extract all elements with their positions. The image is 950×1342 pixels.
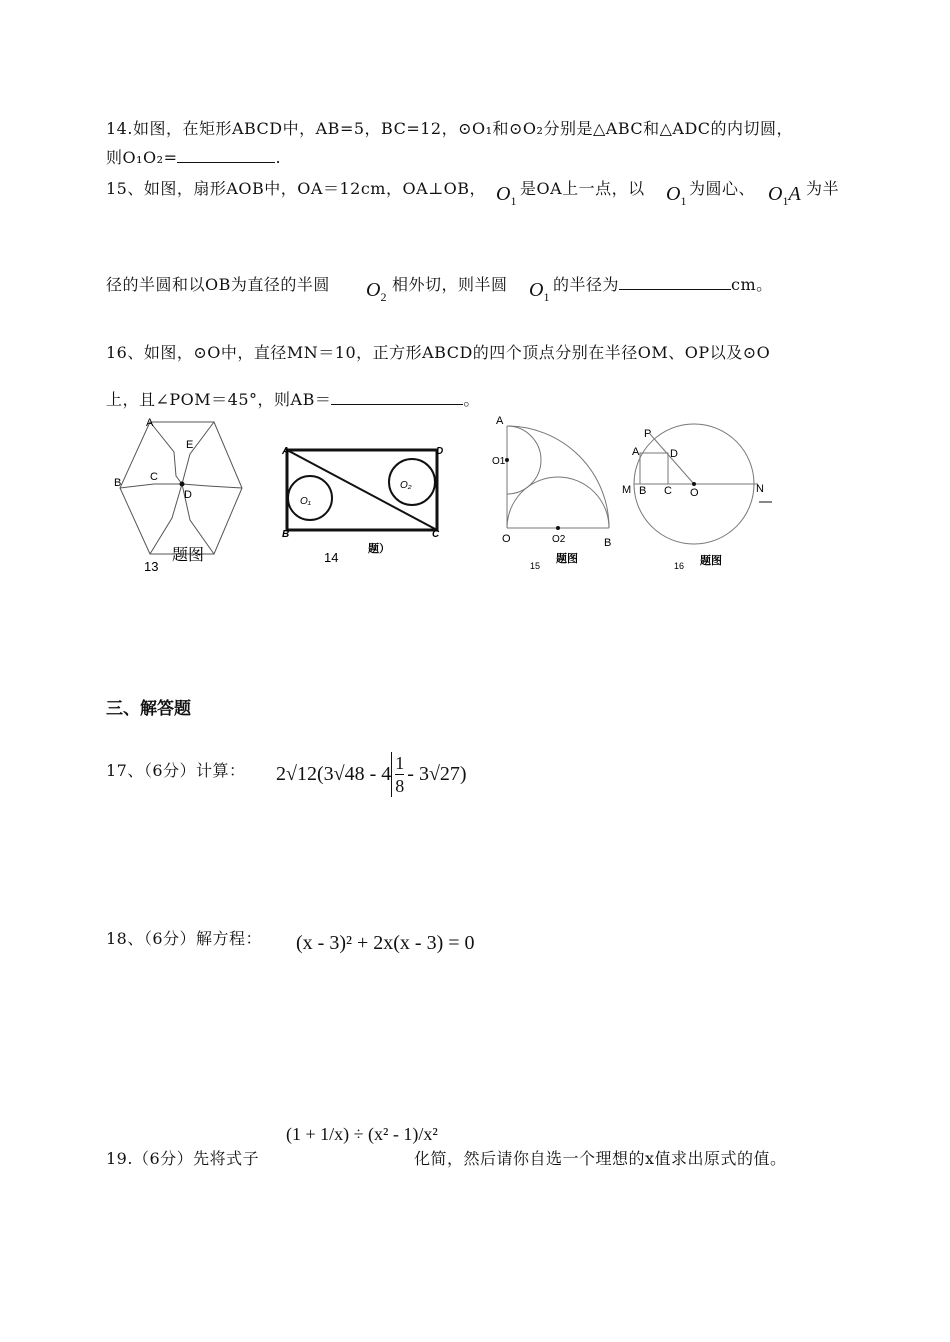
q19-expression: (1 + 1/x) ÷ (x² - 1)/x² [286, 1124, 438, 1144]
fig14-number: 14 [324, 550, 339, 565]
q17-expression: 2√12(3√48 - 4 $\frac{1}{8}$ - 3√27) [276, 753, 467, 796]
fig16-label-M: M [622, 484, 632, 496]
fig16-label-P: P [644, 428, 652, 440]
figure-16 [620, 420, 776, 574]
fig16-label-A: A [632, 446, 640, 458]
q14-line-2 [106, 145, 281, 168]
fig14-label-B: B [282, 529, 290, 540]
q15-part-3: 为圆心、 [689, 179, 756, 198]
fig16-number: 16 [674, 561, 685, 571]
fig15-caption: 题图 [556, 553, 578, 565]
math-O1-c: $O_1$ [529, 279, 550, 304]
fig16-label-N: N [756, 483, 764, 495]
figure-14 [276, 440, 456, 572]
fig14-label-A: A [282, 446, 290, 457]
fig14-label-O2: O₂ [400, 480, 412, 491]
fig14-label-D: D [436, 446, 444, 457]
fig16-label-C: C [664, 485, 672, 497]
fig14-label-O1: O₁ [300, 496, 311, 507]
fig15-label-O2: O2 [552, 534, 566, 545]
fig13-caption: 题图 [172, 547, 205, 564]
fig15-label-O: O [502, 533, 511, 545]
fig16-label-O: O [690, 487, 699, 499]
q19-label: 19.（6分）先将式子 [106, 1149, 260, 1168]
math-O1-a: $O_1$ [496, 183, 517, 208]
q14-line-1: 14.如图，在矩形ABCD中，AB=5，BC=12，⊙O₁和⊙O₂分别是△ABC和△ADC的内切圆， [106, 119, 794, 138]
fig13-label-A: A [146, 417, 154, 429]
q15-line-2a: 径的半圆和以OB为直径的半圆 [106, 275, 330, 294]
q17-label: 17、（6分）计算： [106, 761, 246, 780]
q18-label: 18、（6分）解方程： [106, 929, 263, 948]
q15-line-1 [106, 176, 486, 199]
fig15-number: 15 [530, 561, 541, 571]
answer-blank-16 [331, 390, 463, 405]
math-O1-b: $O_1$ [666, 183, 687, 208]
math-O2: $O_2$ [366, 279, 387, 304]
fig13-number: 13 [144, 559, 159, 574]
q14-line-2-text: 则O₁O₂= [106, 148, 178, 167]
fig16-caption: 题图 [700, 555, 722, 567]
fig14-label-C: C [432, 529, 440, 540]
answer-blank-14 [177, 148, 275, 163]
fig15-label-A: A [496, 415, 504, 427]
fig15-label-B: B [604, 537, 612, 549]
math-O1A: $O_1A$ [768, 183, 801, 208]
fig14-caption: 题） [368, 543, 390, 555]
fig15-label-O1: O1 [492, 456, 506, 467]
figure-15 [490, 412, 620, 576]
fig13-label-D: D [184, 489, 192, 501]
q15-part-1: 15、如图，扇形AOB中，OA＝12cm，OA⊥OB， [106, 179, 487, 198]
fig13-label-B: B [114, 477, 122, 489]
fig16-label-B: B [639, 485, 647, 497]
q18-expression: (x - 3)² + 2x(x - 3) = 0 [296, 932, 475, 954]
q15-part-2: 是OA上一点，以 [520, 179, 645, 198]
q15-part-4: 为半 [806, 179, 840, 198]
q16-line-2: 上，且∠POM＝45°，则AB＝ 。 [106, 390, 480, 409]
section-3-title: 三、解答题 [106, 699, 191, 718]
q14-line-2-end: . [275, 148, 282, 167]
answer-blank-15 [619, 275, 731, 290]
figure-13 [110, 410, 250, 580]
q15-line-2c: 的半径为 cm。 [553, 275, 773, 294]
q19-suffix: 化简，然后请你自选一个理想的x值求出原式的值。 [414, 1149, 787, 1168]
q16-line-1: 16、如图，⊙O中，直径MN＝10，正方形ABCD的四个顶点分别在半径OM、OP以及⊙O [106, 343, 771, 362]
fig16-label-D: D [670, 448, 678, 460]
fig13-label-C: C [150, 471, 158, 483]
q15-line-2b: 相外切，则半圆 [392, 275, 508, 294]
fig13-label-E: E [186, 439, 194, 451]
